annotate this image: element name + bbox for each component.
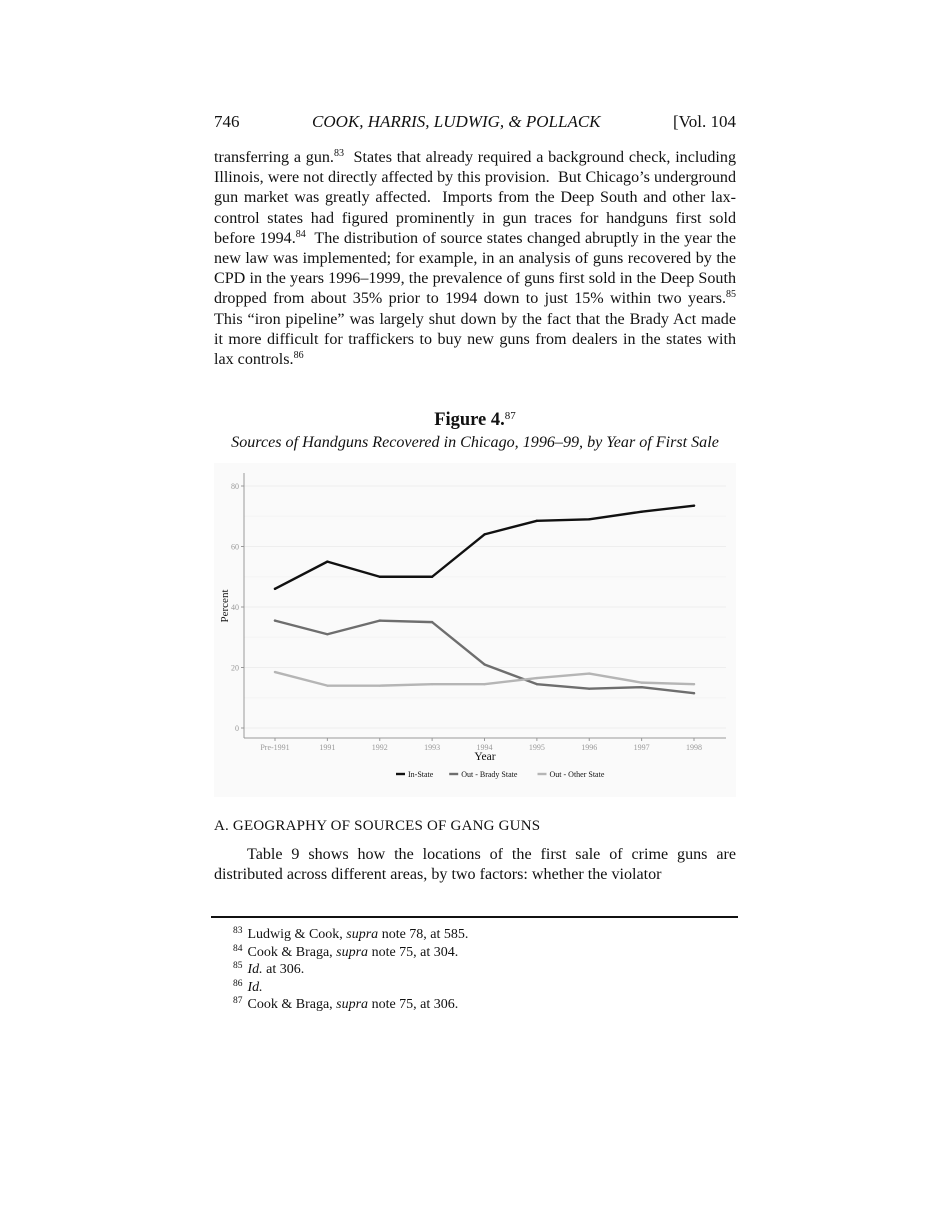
footnote-number: 83 xyxy=(233,926,243,936)
data-point xyxy=(483,683,485,685)
data-point xyxy=(693,683,695,685)
data-point xyxy=(483,533,485,535)
data-point xyxy=(326,633,328,635)
section-heading: A. GEOGRAPHY OF SOURCES OF GANG GUNS xyxy=(214,818,541,834)
footnote-italic: supra xyxy=(346,927,379,942)
footnote-text: note 78, at 585. xyxy=(378,927,469,942)
footnote-italic: Id. xyxy=(247,979,263,995)
body-paragraph xyxy=(214,148,744,370)
x-axis-label: Year xyxy=(474,751,496,763)
footnote-ref[interactable]: 86 xyxy=(293,350,304,362)
y-tick-label: 60 xyxy=(231,542,239,552)
legend-label: Out - Other State xyxy=(549,770,605,779)
data-point xyxy=(274,671,276,673)
data-point xyxy=(536,520,538,522)
data-point xyxy=(640,511,642,513)
footnote-text: at 306. xyxy=(262,962,305,977)
footnote-ref[interactable]: 87 xyxy=(504,410,516,422)
line-chart xyxy=(214,463,736,797)
body-paragraph-2: Table 9 shows how the locations of the first sale of crime guns are distributed across different areas, by two factors: whether the violator xyxy=(214,846,736,884)
running-head xyxy=(214,112,736,132)
volume-label: [Vol. 104 xyxy=(673,112,736,131)
data-point xyxy=(693,692,695,694)
data-point xyxy=(588,672,590,674)
footnote xyxy=(233,996,468,1014)
data-point xyxy=(431,621,433,623)
figure-title-text: Figure 4. xyxy=(434,410,505,430)
x-tick-label: 1991 xyxy=(319,743,336,752)
data-point xyxy=(431,576,433,578)
footnote-text: note 75, at 304. xyxy=(368,944,459,960)
footnotes xyxy=(233,926,468,1014)
chart-legend xyxy=(396,770,605,779)
x-tick-label: 1993 xyxy=(424,743,441,752)
data-point xyxy=(274,588,276,590)
data-point xyxy=(483,663,485,665)
page-number: 746 xyxy=(214,112,240,131)
footnote-italic: Id. xyxy=(247,962,263,977)
data-point xyxy=(379,684,381,686)
footnote-ref[interactable]: 85 xyxy=(726,289,736,301)
y-tick-label: 40 xyxy=(231,603,239,612)
data-point xyxy=(326,560,328,562)
data-point xyxy=(640,686,642,688)
footnote-number: 86 xyxy=(233,978,243,989)
footnote-ref[interactable]: 84 xyxy=(295,228,306,240)
paragraph-text: States that already required a background check, including Illinois, were not directly affected by this provision. But Chicago’s underground gun market was greatly affected. Imports from the Deep South and other lax-control states had figured prominently in gun traces for handguns first sold before 1994. xyxy=(214,149,741,247)
data-point xyxy=(326,684,328,686)
chart-background xyxy=(214,463,736,797)
footnote xyxy=(233,961,468,979)
y-tick-label: 80 xyxy=(231,482,239,491)
footnote-text: Cook & Braga, xyxy=(247,944,337,960)
footnote xyxy=(233,926,468,944)
footnote-text: note 75, at 306. xyxy=(368,997,459,1012)
figure-caption: Sources of Handguns Recovered in Chicago, 1996–99, by Year of First Sale xyxy=(231,434,719,451)
x-tick-label: 1997 xyxy=(633,743,650,752)
data-point xyxy=(588,687,590,689)
x-tick-label: 1996 xyxy=(581,743,598,752)
x-tick-label: 1998 xyxy=(686,743,702,752)
paragraph-text: transferring a gun. xyxy=(214,149,334,166)
legend-label: Out - Brady State xyxy=(461,770,518,779)
data-point xyxy=(379,576,381,578)
data-point xyxy=(536,683,538,685)
x-tick-label: 1995 xyxy=(528,743,545,752)
footnote-italic: supra xyxy=(336,944,369,960)
data-point xyxy=(588,518,590,520)
data-point xyxy=(640,681,642,683)
data-point xyxy=(274,619,276,621)
footnote-number: 85 xyxy=(233,961,243,971)
data-point xyxy=(536,677,538,679)
x-tick-label: 1992 xyxy=(371,743,388,752)
footnote-divider xyxy=(211,916,738,918)
y-tick-label: 20 xyxy=(231,663,239,673)
data-point xyxy=(693,504,695,506)
footnote-text: Cook & Braga, xyxy=(247,997,337,1012)
footnote-number: 87 xyxy=(233,996,243,1006)
y-tick-label: 0 xyxy=(235,724,239,733)
footnote-italic: supra xyxy=(336,997,369,1012)
figure-title xyxy=(214,410,736,431)
y-axis-label: Percent xyxy=(219,589,231,623)
paragraph-text: The distribution of source states changed abruptly in the year the new law was implemented; for example, in an analysis of guns recovered by the CPD in the years 1996–1999, the prevalence of guns first sold in the Deep South dropped from about 35% prior to 1994 down to just 15% within two years. xyxy=(214,229,741,308)
footnote xyxy=(233,979,468,997)
x-tick-label: 1994 xyxy=(476,743,493,752)
footnote-text: Ludwig & Cook, xyxy=(247,927,347,942)
x-tick-label: Pre-1991 xyxy=(260,743,290,752)
paragraph-text: This “iron pipeline” was largely shut down by the fact that the Brady Act made it more difficult for traffickers to buy new guns from dealers in the states with lax controls. xyxy=(214,290,744,369)
data-point xyxy=(379,619,381,621)
footnote-ref[interactable]: 83 xyxy=(333,148,344,159)
running-head-authors: COOK, HARRIS, LUDWIG, & POLLACK xyxy=(311,112,601,131)
legend-label: In-State xyxy=(408,770,434,779)
footnote xyxy=(233,944,468,962)
data-point xyxy=(431,683,433,685)
footnote-number: 84 xyxy=(233,943,243,954)
